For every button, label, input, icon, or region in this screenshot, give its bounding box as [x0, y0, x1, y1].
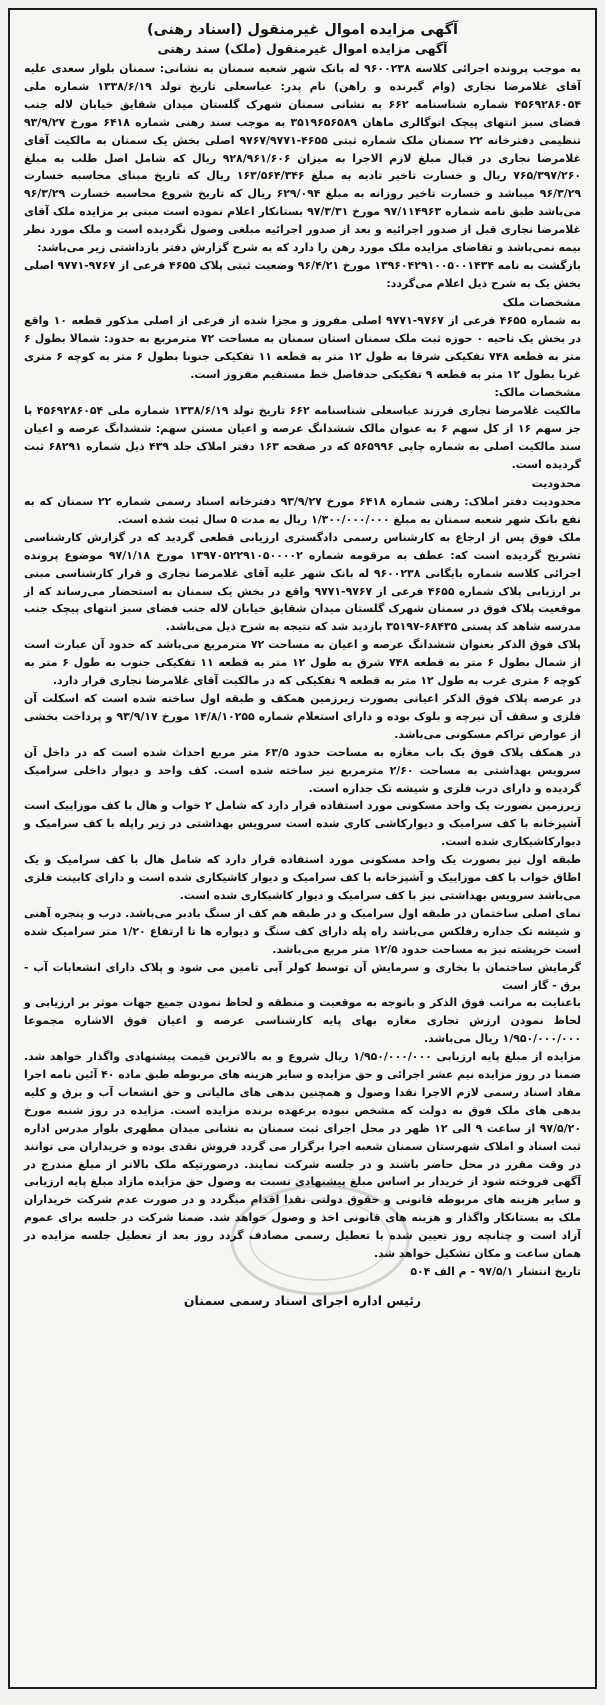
- restriction-paragraph: محدودیت دفتر املاک: رهنی شماره ۶۴۱۸ مورخ ۹۳/۹/۲۷ دفترخانه اسناد رسمی شماره ۲۲ سمنان که به نفع بانک شهر شعبه سمنان به مبلغ ۱/۳۰۰/۰۰۰/۰۰۰ ریال به مدت ۵ سال ثبت شده است.: [24, 495, 581, 526]
- firstfloor-paragraph: طبقه اول نیز بصورت یک واحد مسکونی مورد استفاده قرار دارد که شامل هال با کف سرامیک و یک اطاق خواب با کف موزاییک و آشپزخانه با کف سرامیک و دیوار کاشیکاری شده است و دارای کابینت فلزی می‌باشد سرویس بهداشتی نیز با کف سرامیک و دیوار کاشیکاری شده است.: [24, 853, 581, 902]
- publish-date: تاریخ انتشار ۹۷/۵/۱ - م الف ۵۰۴: [410, 1265, 581, 1278]
- groundfloor-paragraph: در همکف پلاک فوق یک باب مغازه به مساحت حدود ۶۳/۵ متر مربع احداث شده است که در داخل آن سرویس بهداشتی به مساحت ۲/۶۰ مترمربع نیز ساخته شده است. کف واحد و دیوار داخلی سرامیک گردیده و دارای درب فلزی و شیشه تک جداره است.: [24, 745, 581, 795]
- notice-subtitle: آگهی مزایده اموال غیرمنقول (ملک) سند رهنی: [157, 41, 448, 56]
- plot-paragraph: پلاک فوق الذکر بعنوان ششدانگ عرصه و اعیان به مساحت ۷۲ مترمربع می‌باشد که حدود آن عبارت است از شمال بطول ۶ متر به قطعه ۷۴۸ شرق به طول ۱۲ متر به قطعه ۱۱ تفکیکی جنوب به طول ۶ متر به کوچه ۶ متری غرب به طول ۱۲ متر به قطعه ۹ تفکیکی که در مالکیت آقای غلامرضا نجاری قرار دارد.: [24, 638, 581, 688]
- basement-paragraph: زیرزمین بصورت یک واحد مسکونی مورد استفاده قرار دارد که شامل ۲ خواب و هال با کف موزاییک است آشپزخانه با کف سرامیک و دیوارکاشی کاری شده است سرویس بهداشتی در زیر راپله با کف سرامیک و دیوارکاشیکاری شده است.: [24, 799, 582, 849]
- signature-line: رئیس اداره اجرای اسناد رسمی سمنان: [183, 1292, 422, 1308]
- building-paragraph: در عرصه پلاک فوق الذکر اعیانی بصورت زیرزمین همکف و طبقه اول ساخته شده است که اسکلت آن فلزی و سقف آن تیرچه و بلوک بوده و دارای استعلام شماره ۱۴/۸/۱۰۲۵۵ مورخ ۹۳/۹/۱۷ و پرداخت بخشی از عوارض تراکم مسکونی می‌باشد.: [24, 692, 582, 741]
- auction-notice: [8, 8, 597, 1689]
- property-heading: مشخصات ملک: [502, 295, 581, 309]
- facade-paragraph: نمای اصلی ساختمان در طبقه اول سرامیک و در طبقه هم کف از سنگ بادبر می‌باشد. درب و پنجره آهنی و شیشه تک جداره رفلکس می‌باشد راه پله دارای کف سنگ و دیواره ها تا ارتفاع ۱/۲۰ متر سرامیک شده است خرپشته نیز به مساحت حدود ۱۲/۵ متر مربع می‌باشد.: [24, 906, 582, 956]
- property-paragraph: به شماره ۴۶۵۵ فرعی از ۹۷۶۷-۹۷۷۱ اصلی مفروز و مجزا شده از فرعی از اصلی مذکور قطعه ۱۰ واقع در بخش یک ناحیه ۰ حوزه ثبت ملک سمنان استان سمنان به مساحت ۷۲ مترمربع به حدود: شمالا بطول ۶ متر به قطعه ۷۴۸ تفکیکی شرقا به طول ۱۲ متر به قطعه ۱۱ تفکیکی جنوبا بطول ۶ متر به کوچه ۶ متری غربا بطول ۱۲ متر به قطعه ۹ تفکیکی حدفاصل خط مستقیم مفروز است.: [24, 313, 581, 381]
- notice-title: آگهی مزایده اموال غیرمنقول (اسناد رهنی): [147, 22, 458, 38]
- intro-paragraph: به موجب پرونده اجرائی کلاسه ۹۶۰۰۲۳۸ له بانک شهر شعبه سمنان به نشانی: سمنان بلوار سعدی علیه آقای غلامرضا نجاری (وام گیرنده و راهن) نام پدر: عباسعلی تاریخ تولد ۱۳۳۸/۶/۱۹ شماره ملی ۴۵۶۹۲۸۶۰۵۴ شماره شناسنامه ۶۶۲ به نشانی سمنان شهرک گلستان میدان شقایق خیابان لاله جنب فضای سبز انتهای پیچک اتوگالری ماهان ۳۵۱۹۶۵۶۵۸۹ به موجب سند رهنی شماره ۶۴۱۸ مورخ ۹۳/۹/۲۷ تنظیمی دفترخانه ۲۲ سمنان ملک شماره ثبتی ۴۶۵۵-۹۷۶۷/۹۷۷۱ اصلی بخش یک سمنان به مالکیت آقای غلامرضا نجاری در قبال مبلغ لازم الاجرا به میزان ۹۲۸/۹۶۱/۶۰۶ ریال که شامل اصل طلب به مبلغ ۷۶۵/۳۹۷/۲۶۰ ریال و خسارت تاخیر تادیه به مبلغ ۱۶۳/۵۶۴/۳۴۶ ریال که تاریخ مبنای محاسبه خسارت ۹۶/۳/۲۹ میباشد و خسارت تاخیر روزانه به مبلغ ۶۲۹/۰۹۴ ریال که تاریخ شروع محاسبه خسارت ۹۶/۳/۲۹ می‌باشد طبق نامه شماره ۹۷/۱۱۴۹۶۳ مورخ ۹۷/۳/۳۱ بستانکار اعلام نموده است مبنی بر مزایده ملک آقای غلامرضا نجاری قبل از صدور اجرائیه و بعد از صدور اجرائیه مبلغی وصول نگردیده است و ملک مورد نظر بیمه نمی‌باشد و تقاضای مزایده ملک مورد رهن را دارد که به شرح گزارش دفتر بازداشتی زیر می‌باشد:: [24, 62, 582, 255]
- auction-terms-paragraph: مزایده از مبلغ پایه ارزیابی ۱/۹۵۰/۰۰۰/۰۰۰ ریال شروع و به بالاترین قیمت پیشنهادی واگذار خواهد شد. ضمنا در روز مزایده نیم عشر اجرائی و حق مزایده و سایر هزینه های مربوطه طبق ماده ۴۰ آئین نامه اجرا مفاد اسناد رسمی لازم الاجرا نقدا وصول و همچنین بدهی های مالیاتی و حق انشعاب آب و برق و کلیه بدهی های ملک فوق به دولت که مشخص نبوده برعهده برنده مزایده است. مزایده در روز شنبه مورخ ۹۷/۵/۲۰ از ساعت ۹ الی ۱۲ ظهر در محل اجرای ثبت سمنان به نشانی میدان مطهری بلوار مدرس اداره ثبت اسناد و املاک شهرستان سمنان شعبه اجرا برگزار می گردد فروش نقدی بوده و خریداران می توانند در وقت مقرر در محل حاضر باشند و در جلسه شرکت نمایند. درصورتیکه ملک بالاتر از مبلغ مندرج در آگهی فروخته شود از خریدار بر اساس مبلغ پیشنهادی نسبت به وصول حق مزایده مازاد مبلغ پایه ارزیابی و سایر هزینه های مربوطه قانونی و حقوق دولتی نقدا اقدام میگردد و در صورت عدم شرکت خریداران ملک به بستانکار واگذار و هزینه های قانونی اخذ و وصول خواهد شد. ضمنا شرکت در جلسه برای عموم آزاد است و چنانچه روز تعیین شده با تعطیل رسمی مصادف گردد روز بعد از تعطیل جلسه مزایده در همان ساعت و مکان تشکیل خواهد شد.: [24, 1050, 582, 1261]
- owner-paragraph: مالکیت غلامرضا نجاری فرزند عباسعلی شناسنامه ۶۶۲ تاریخ تولد ۱۳۳۸/۶/۱۹ شماره ملی ۴۵۶۹۲۸۶۰۵۴ با جز سهم ۱۶ از کل سهم ۶ به عنوان مالک ششدانگ عرصه و اعیان مستن سهم: ششدانگ عرصه و اعیان سند مالکیت اصلی به شماره چاپی ۵۶۵۹۹۶ که در صفحه ۱۶۳ دفتر املاک جلد ۴۳۹ ذیل شماره ۶۸۲۹۱ ثبت گردیده است.: [24, 404, 582, 472]
- owner-heading: مشخصات مالک:: [494, 386, 581, 400]
- heating-paragraph: گرمایش ساختمان با بخاری و سرمایش آن توسط کولر آبی تامین می شود و پلاک دارای انشعابات آب - برق - گاز است: [24, 960, 581, 992]
- restriction-heading: محدودیت: [531, 477, 581, 491]
- detention-paragraph: بازگشت به نامه ۱۳۹۶۰۴۲۹۱۰۰۵۰۰۱۴۳۴ مورخ ۹۶/۴/۲۱ وضعیت ثبتی پلاک ۴۶۵۵ فرعی از ۹۷۶۷-۹۷۷۱ اصلی بخش یک به شرح ذیل اعلام می‌گردد:: [24, 258, 581, 290]
- appraisal-paragraph: ملک فوق پس از ارجاع به کارشناس رسمی دادگستری ارزیابی قطعی گردید که در گزارش کارشناسی تشریح گردیده است که: عطف به مرقومه شماره ۱۳۹۷۰۵۲۲۹۱۰۵۰۰۰۰۲ مورخ ۹۷/۱/۱۸ موضوع پرونده اجرائی کلاسه شماره بایگانی ۹۶۰۰۲۳۸ له بانک شهر علیه آقای غلامرضا نجاری و قرار کارشناسی مبنی بر ارزیابی پلاک شماره ۴۶۵۵ فرعی از ۹۷۶۷-۹۷۷۱ واقع در بخش یک سمنان به استحضار می‌رساند که از موقعیت پلاک فوق در سمنان شهرک گلستان میدان شقایق خیابان لاله جنب فضای سبز انتهای پیچک جنب مدرسه شاهد کد پستی ۶۸۴۳۵-۳۵۱۹۷ بازدید شد که نتیجه به شرح ذیل می‌باشد.: [24, 530, 582, 634]
- valuation-paragraph: باعنایت به مراتب فوق الذکر و باتوجه به موقعیت و منطقه و لحاظ نمودن جمیع جهات موثر بر ارزیابی و لحاظ نمودن ارزش تجاری مغازه بهای پایه کارشناسی عرصه و اعیان فوق الاشاره مجموعا ۱/۹۵۰/۰۰۰/۰۰۰ ریال می‌باشد.: [24, 996, 581, 1046]
